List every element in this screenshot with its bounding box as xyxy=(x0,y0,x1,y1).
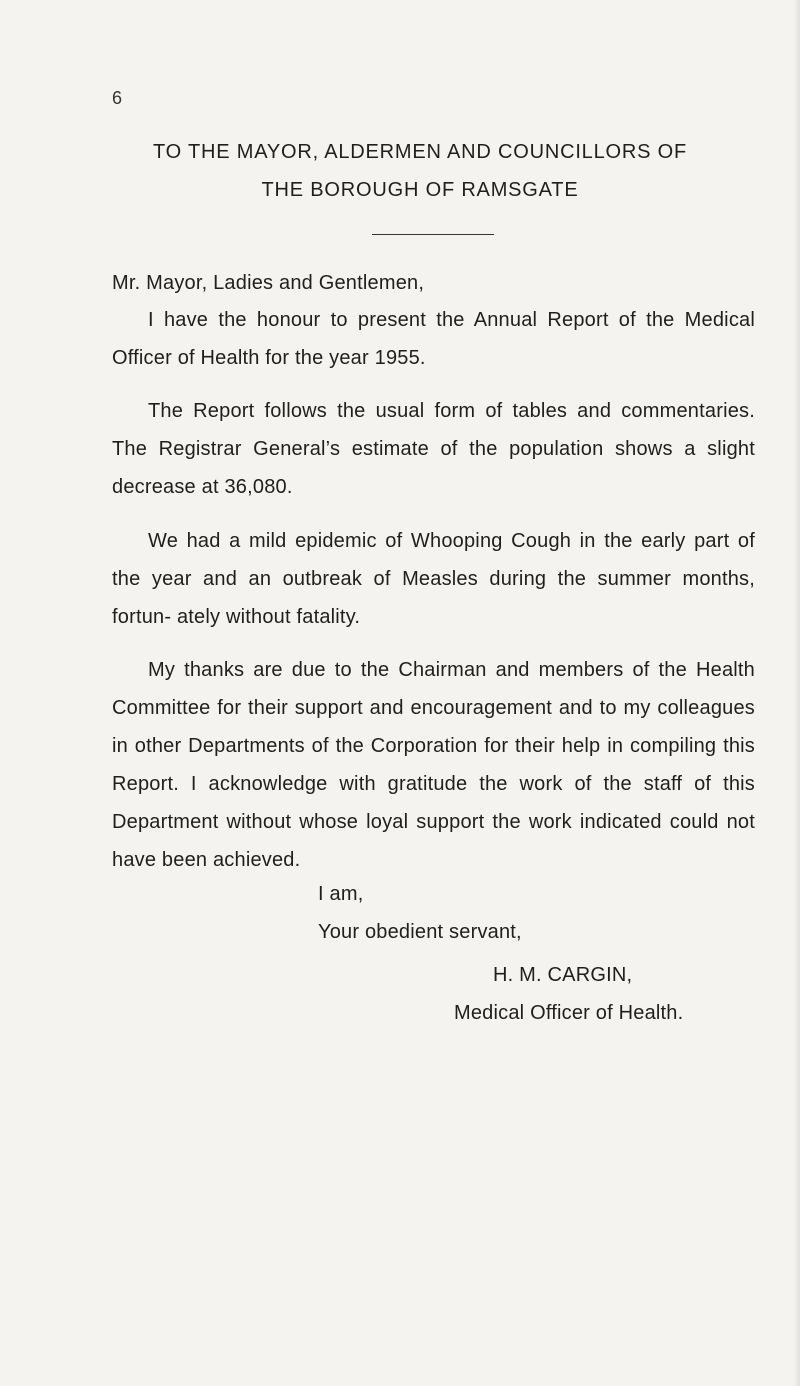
salutation: Mr. Mayor, Ladies and Gentlemen, xyxy=(112,272,425,294)
address-heading xyxy=(100,133,740,209)
heading-line-1: TO THE MAYOR, ALDERMEN AND COUNCILLORS OF xyxy=(152,141,687,163)
paragraph-4: My thanks are due to the Chairman and members of the Health Committee for their support and encouragement and to my colleagues in other Departments of the Corporation for their help in compiling this Report. I acknowledge with gratitude the work of the staff of this Department without whose loyal support the work indicated could not have been achieved. xyxy=(112,659,755,871)
signatory-name: H. M. CARGIN, xyxy=(493,964,633,986)
paragraph-1: I have the honour to present the Annual Report of the Medical Officer of Health for the year 1955. xyxy=(112,309,755,369)
heading-divider xyxy=(372,234,494,235)
page-edge-shadow xyxy=(794,0,800,1386)
closing-i-am: I am, xyxy=(318,883,364,905)
paragraph-3: We had a mild epidemic of Whooping Cough in the early part of the year and an outbreak of Measles during the summer months, fortun- ately without fatality. xyxy=(112,530,755,628)
signatory-title: Medical Officer of Health. xyxy=(454,1002,684,1024)
page-number: 6 xyxy=(112,88,123,108)
heading-line-2: THE BOROUGH OF RAMSGATE xyxy=(261,179,579,201)
closing-servant: Your obedient servant, xyxy=(318,921,522,943)
paragraph-2: The Report follows the usual form of tables and commentaries. The Registrar General’s estimate of the population shows a slight decrease at 36,080. xyxy=(112,400,755,498)
